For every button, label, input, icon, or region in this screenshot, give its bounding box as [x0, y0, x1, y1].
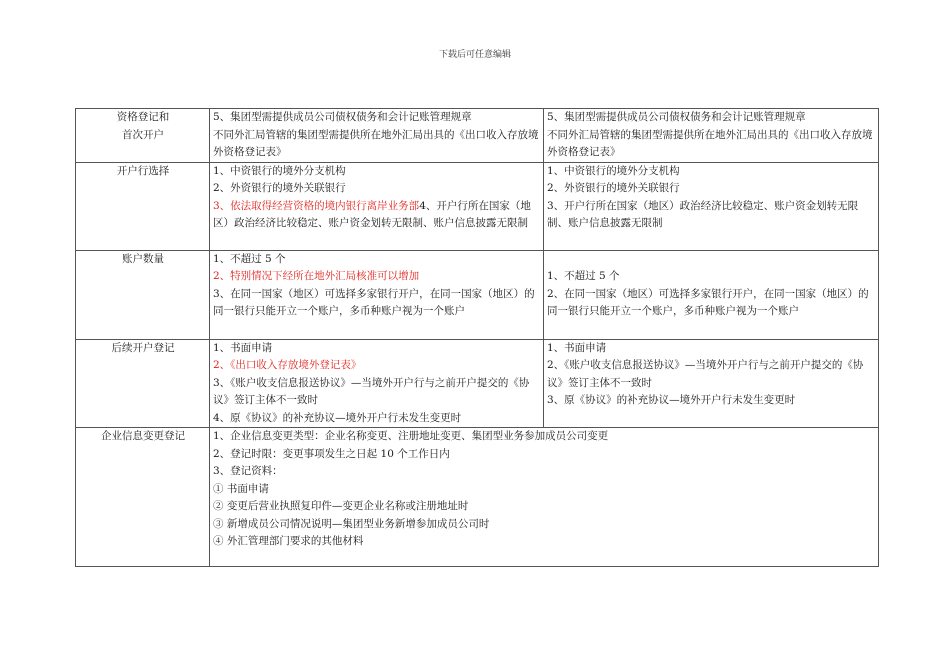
- comparison-table: [75, 108, 879, 567]
- list-item-highlight: 3、依法取得经营资格的境内银行离岸业务部: [213, 199, 420, 212]
- list-item: ④ 外汇管理部门要求的其他材料: [213, 535, 364, 547]
- list-item: 4、原《协议》的补充协议—境外开户行未发生变更时: [213, 411, 462, 424]
- list-item: 5、集团型需提供成员公司债权债务和会计记账管理规章: [213, 111, 472, 123]
- table-row-account-count: [76, 250, 879, 339]
- table-row-info-change: [76, 428, 879, 567]
- row-label-bank-selection: 开户行选择: [76, 162, 210, 250]
- header-note: 下载后可任意编辑: [438, 50, 511, 60]
- list-item: 3、开户行所在国家（地区）政治经济比较稳定、账户资金划转无限制、账户信息披露无限制: [547, 199, 859, 229]
- list-item: 1、中资银行的境外分支机构: [547, 164, 680, 177]
- right-cell: [544, 162, 879, 250]
- list-item: 3、《账户收支信息报送协议》—当境外开户行与之前开户提交的《协议》签订主体不一致时: [213, 376, 530, 406]
- list-item: 1、不超过 5 个: [213, 252, 286, 265]
- list-item: ③ 新增成员公司情况说明—集团型业务新增参加成员公司时: [213, 517, 490, 530]
- list-item: 2、外资银行的境外关联银行: [547, 182, 680, 194]
- list-item: 1、不超过 5 个: [547, 270, 620, 283]
- list-item: 1、企业信息变更类型：企业名称变更、注册地址变更、集团型业务参加成员公司变更: [213, 430, 609, 442]
- row-label-info-change: 企业信息变更登记: [76, 428, 210, 567]
- list-item: 5、集团型需提供成员公司债权债务和会计记账管理规章: [547, 111, 806, 123]
- list-item: ② 变更后营业执照复印件—变更企业名称或注册地址时: [213, 500, 469, 512]
- left-cell: [210, 339, 544, 428]
- list-item: 2、登记时限：变更事项发生之日起 10 个工作日内: [213, 447, 450, 460]
- table-row-qualification: [76, 109, 879, 163]
- list-item: 3、在同一国家（地区）可选择多家银行开户，在同一国家（地区）的同一银行只能开立一个账户，多币种账户视为一个账户: [213, 287, 535, 317]
- right-cell: [544, 109, 879, 163]
- right-cell: [544, 339, 879, 428]
- right-cell: [544, 250, 879, 339]
- list-item: 3、登记资料：: [213, 465, 283, 477]
- list-item-highlight: 2、特别情况下经所在地外汇局核准可以增加: [213, 270, 420, 282]
- list-item: 3、原《协议》的补充协议—境外开户行未发生变更时: [547, 394, 796, 406]
- merged-cell: [210, 428, 879, 567]
- list-item: 1、书面申请: [213, 341, 273, 354]
- list-item: 2、外资银行的境外关联银行: [213, 182, 346, 194]
- row-label-followup-registration: 后续开户登记: [76, 339, 210, 428]
- list-item: 1、中资银行的境外分支机构: [213, 164, 346, 177]
- list-item: 不同外汇局管辖的集团型需提供所在地外汇局出具的《出口收入存放境外资格登记表》: [547, 128, 873, 158]
- row-label-qualification: 资格登记和 首次开户: [76, 109, 210, 163]
- left-cell: [210, 162, 544, 250]
- list-item: 4、开户行所在国家（地区）政治经济比较稳定、账户资金划转无限制、账户信息披露无限制: [213, 199, 531, 229]
- left-cell: [210, 109, 544, 163]
- list-item-highlight: 2、《出口收入存放境外登记表》: [213, 359, 362, 371]
- list-item: ① 书面申请: [213, 482, 269, 495]
- table-row-followup-registration: [76, 339, 879, 428]
- list-item: 2、《账户收支信息报送协议》—当境外开户行与之前开户提交的《协议》签订主体不一致时: [547, 359, 864, 389]
- list-item: 2、在同一国家（地区）可选择多家银行开户，在同一国家（地区）的同一银行只能开立一个账户，多币种账户视为一个账户: [547, 287, 869, 318]
- table-row-bank-selection: [76, 162, 879, 250]
- row-label-account-count: 账户数量: [76, 250, 210, 339]
- list-item: 1、书面申请: [547, 341, 607, 354]
- list-item: 不同外汇局管辖的集团型需提供所在地外汇局出具的《出口收入存放境外资格登记表》: [213, 128, 539, 158]
- left-cell: [210, 250, 544, 339]
